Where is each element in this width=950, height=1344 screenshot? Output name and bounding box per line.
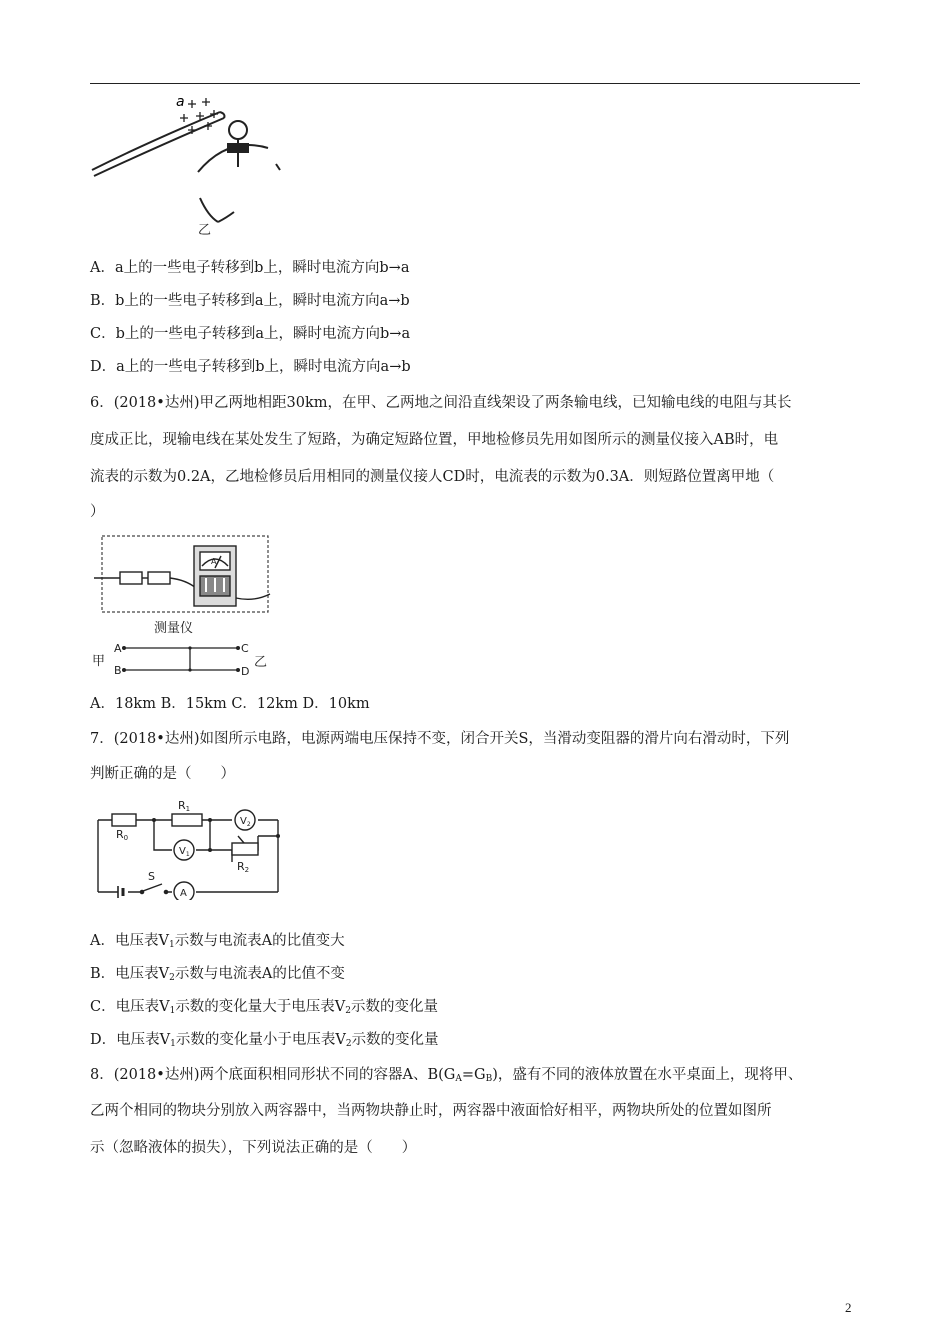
resistor-r0 (112, 814, 136, 826)
switch-s (140, 884, 167, 894)
rheostat-r2 (232, 843, 258, 855)
electroscope-label-yi: 乙 (198, 223, 212, 238)
label-a: A (180, 888, 187, 899)
q6-measuring-figure (90, 532, 280, 682)
q5-option-d: D．a上的一些电子转移到b上，瞬时电流方向a→b (90, 359, 411, 375)
header-rule (90, 83, 860, 84)
junction-dots (152, 818, 280, 852)
q6-line-2: 度成正比，现输电线在某处发生了短路，为确定短路位置，甲地检修员先用如图所示的测量仪接入AB时，电 (90, 432, 779, 448)
label-r0: R0 (116, 828, 129, 842)
transmission-lines (124, 648, 238, 670)
rod-label-a: a (176, 94, 185, 110)
q5-electroscope-figure (88, 92, 298, 242)
ammeter-device (194, 546, 236, 606)
q7-option-a: A．电压表$V_1$示数与电流表A的比值变大 (90, 933, 345, 950)
q8-line-1: 8．(2018•达州)两个底面积相同形状不同的容器A、$B(G_A=G_B)$，盛有不同的液体放置在水平桌面上，现将甲、 (90, 1067, 803, 1084)
q7-circuit-figure (90, 796, 290, 900)
label-v1: $V_1$ (179, 846, 190, 858)
label-jia: 甲 (92, 654, 106, 669)
q6-line-3: 流表的示数为0.2A，乙地检修员后用相同的测量仪接人CD时，电流表的示数为0.3A．则短路位置离甲地（ (90, 469, 775, 485)
q6-line-4: ） (90, 504, 105, 520)
battery (118, 886, 123, 898)
electroscope (198, 121, 280, 222)
q8-line-2: 乙两个相同的物块分别放入两容器中，当两物块静止时，两容器中液面恰好相平，两物块所处的位置如图所 (90, 1103, 772, 1119)
q7-option-d: D．电压表$V_1$示数的变化量小于电压表$V_2$示数的变化量 (90, 1032, 439, 1049)
label-yi: 乙 (254, 655, 268, 670)
line-endpoints (122, 646, 240, 672)
q6-line-1: 6．(2018•达州)甲乙两地相距30km，在甲、乙两地之间沿直线架设了两条输电线，已知输电线的电阻与其长 (90, 395, 792, 411)
q7-option-b: B．电压表$V_2$示数与电流表A的比值不变 (90, 966, 345, 983)
label-C: C (241, 642, 249, 655)
label-A: A (114, 642, 122, 655)
q7-line-2: 判断正确的是（ ） (90, 766, 235, 782)
resistor-r1 (172, 814, 202, 826)
page-number: 2 (845, 1300, 852, 1315)
q7-option-c: C．电压表$V_1$示数的变化量大于电压表$V_2$示数的变化量 (90, 999, 439, 1016)
q5-option-b: B．b上的一些电子转移到a上，瞬时电流方向a→b (90, 293, 410, 309)
ammeter-a-label: A (211, 557, 217, 566)
label-D: D (241, 665, 250, 678)
label-r1: R1 (178, 799, 191, 813)
q6-options: A．18km B．15km C．12km D．10km (90, 696, 370, 712)
label-v2: $V_2$ (240, 816, 251, 828)
rheostat-slider (238, 836, 244, 843)
q7-line-1: 7．(2018•达州)如图所示电路，电源两端电压保持不变，闭合开关S，当滑动变阻器的滑片向右滑动时，下列 (90, 731, 790, 747)
q5-option-c: C．b上的一些电子转移到a上，瞬时电流方向b→a (90, 326, 411, 342)
instrument-wiring (94, 572, 270, 599)
label-s: S (148, 870, 155, 883)
label-r2: R2 (237, 860, 250, 874)
instrument-box (102, 536, 268, 612)
charged-rod (92, 112, 225, 176)
q5-option-a: A．a上的一些电子转移到b上，瞬时电流方向b→a (90, 260, 410, 276)
instrument-caption: 测量仪 (154, 621, 194, 636)
label-B: B (114, 664, 122, 677)
q8-line-3: 示（忽略液体的损失），下列说法正确的是（ ） (90, 1140, 417, 1156)
